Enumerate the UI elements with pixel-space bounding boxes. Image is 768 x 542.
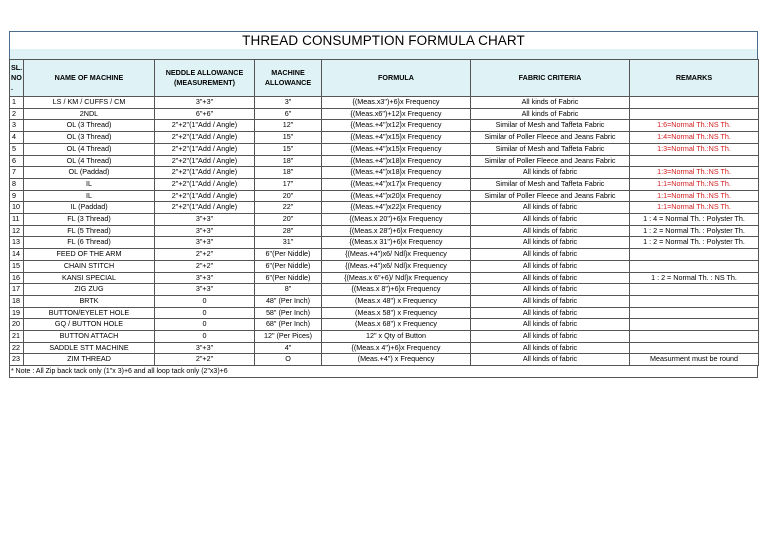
remarks-cell: 1:3=Normal Th.:NS Th. (630, 143, 759, 155)
fabric-criteria-cell: Similar of Mesh and Taffeta Fabric (471, 143, 630, 155)
machine-allowance-cell: 15" (255, 143, 322, 155)
needle-allowance-cell: 2"+2" (155, 260, 255, 272)
sl-cell: 23 (10, 354, 24, 366)
fabric-criteria-cell: All kinds of Fabric (471, 97, 630, 109)
formula-cell: {(Meas.+4")x18}x Frequency (322, 155, 471, 167)
formula-cell: {(Meas.+4")x15}x Frequency (322, 143, 471, 155)
machine-allowance-cell: 31" (255, 237, 322, 249)
header-row (10, 60, 759, 97)
remarks-cell: 1:3=Normal Th.:NS Th. (630, 167, 759, 179)
formula-cell: (Meas.+4") x Frequency (322, 354, 471, 366)
remarks-cell (630, 331, 759, 343)
table-row (10, 284, 759, 296)
header-machine-line2: ALLOWANCE (264, 78, 312, 87)
header-needle-line2: (MEASUREMENT) (173, 78, 236, 87)
sl-cell: 7 (10, 167, 24, 179)
table-row (10, 354, 759, 366)
sl-cell: 21 (10, 331, 24, 343)
machine-name-cell: 2NDL (24, 108, 155, 120)
needle-allowance-cell: 2"+2"(1"Add / Angle) (155, 155, 255, 167)
machine-name-cell: OL (4 Thread) (24, 143, 155, 155)
sl-cell: 2 (10, 108, 24, 120)
remarks-cell: 1:6=Normal Th.:NS Th. (630, 120, 759, 132)
fabric-criteria-cell: All kinds of fabric (471, 167, 630, 179)
remarks-cell: Measurment must be round (630, 354, 759, 366)
title-spacer (9, 49, 758, 59)
fabric-criteria-cell: Similar of Mesh and Taffeta Fabric (471, 178, 630, 190)
fabric-criteria-cell: Similar of Poller Fleece and Jeans Fabric (471, 155, 630, 167)
machine-allowance-cell: 4" (255, 342, 322, 354)
sl-cell: 10 (10, 202, 24, 214)
machine-allowance-cell: 8" (255, 284, 322, 296)
remarks-cell (630, 155, 759, 167)
remarks-cell: 1 : 2 = Normal Th. : Polyster Th. (630, 225, 759, 237)
machine-name-cell: BUTTON ATTACH (24, 331, 155, 343)
formula-cell: {(Meas.x6")+12}x Frequency (322, 108, 471, 120)
fabric-criteria-cell: All kinds of fabric (471, 237, 630, 249)
table-row (10, 331, 759, 343)
machine-name-cell: FL (6 Thread) (24, 237, 155, 249)
remarks-cell: 1:4=Normal Th.:NS Th. (630, 132, 759, 144)
needle-allowance-cell: 2"+2" (155, 354, 255, 366)
table-row (10, 120, 759, 132)
sl-cell: 4 (10, 132, 24, 144)
machine-name-cell: BRTK (24, 295, 155, 307)
remarks-cell (630, 108, 759, 120)
formula-table (9, 59, 759, 366)
remarks-cell: 1:1=Normal Th.:NS Th. (630, 178, 759, 190)
needle-allowance-cell: 2"+2"(1"Add / Angle) (155, 178, 255, 190)
header-sl-line2: NO (11, 73, 22, 82)
table-row (10, 190, 759, 202)
formula-cell: {(Meas.+4")x17}x Frequency (322, 178, 471, 190)
machine-name-cell: IL (24, 178, 155, 190)
sl-cell: 13 (10, 237, 24, 249)
machine-name-cell: OL (3 Thread) (24, 120, 155, 132)
machine-allowance-cell: 12" (Per Pices) (255, 331, 322, 343)
table-row (10, 97, 759, 109)
sl-cell: 9 (10, 190, 24, 202)
machine-allowance-cell: 6"(Per Niddle) (255, 249, 322, 261)
header-fabric-criteria: FABRIC CRITERIA (471, 60, 630, 97)
sl-cell: 1 (10, 97, 24, 109)
sl-cell: 15 (10, 260, 24, 272)
table-row (10, 108, 759, 120)
fabric-criteria-cell: All kinds of fabric (471, 331, 630, 343)
sl-cell: 3 (10, 120, 24, 132)
remarks-cell (630, 342, 759, 354)
fabric-criteria-cell: Similar of Poller Fleece and Jeans Fabric (471, 132, 630, 144)
machine-name-cell: BUTTON/EYELET HOLE (24, 307, 155, 319)
formula-cell: {(Meas.x 6"+6)/ Ndl}x Frequency (322, 272, 471, 284)
remarks-cell (630, 284, 759, 296)
sl-cell: 20 (10, 319, 24, 331)
fabric-criteria-cell: All kinds of fabric (471, 249, 630, 261)
sl-cell: 14 (10, 249, 24, 261)
header-sl-line1: SL. (11, 63, 23, 72)
formula-cell: {(Meas.+4")x12}x Frequency (322, 120, 471, 132)
fabric-criteria-cell: All kinds of fabric (471, 260, 630, 272)
header-machine-line1: MACHINE (271, 68, 305, 77)
needle-allowance-cell: 3"+3" (155, 97, 255, 109)
machine-allowance-cell: 58" (Per Inch) (255, 307, 322, 319)
header-needle-allowance (155, 60, 255, 97)
machine-allowance-cell: 6"(Per Niddle) (255, 272, 322, 284)
header-sl-line3: . (11, 83, 13, 92)
table-row (10, 167, 759, 179)
header-needle-line1: NEDDLE ALLOWANCE (165, 68, 244, 77)
formula-cell: {(Meas.x3")+6}x Frequency (322, 97, 471, 109)
table-row (10, 214, 759, 226)
remarks-cell (630, 97, 759, 109)
remarks-cell: 1 : 2 = Normal Th. : Polyster Th. (630, 237, 759, 249)
machine-name-cell: GQ / BUTTON HOLE (24, 319, 155, 331)
table-row (10, 225, 759, 237)
needle-allowance-cell: 2"+2"(1"Add / Angle) (155, 167, 255, 179)
machine-name-cell: IL (Paddad) (24, 202, 155, 214)
needle-allowance-cell: 0 (155, 295, 255, 307)
remarks-cell: 1 : 4 = Normal Th. : Polyster Th. (630, 214, 759, 226)
formula-cell: (Meas.x 58") x Frequency (322, 307, 471, 319)
needle-allowance-cell: 0 (155, 331, 255, 343)
machine-allowance-cell: 15" (255, 132, 322, 144)
needle-allowance-cell: 3"+3" (155, 237, 255, 249)
formula-cell: {(Meas.+4")x20}x Frequency (322, 190, 471, 202)
fabric-criteria-cell: All kinds of fabric (471, 307, 630, 319)
fabric-criteria-cell: Similar of Poller Fleece and Jeans Fabric (471, 190, 630, 202)
needle-allowance-cell: 3"+3" (155, 342, 255, 354)
machine-allowance-cell: 28" (255, 225, 322, 237)
header-formula: FORMULA (322, 60, 471, 97)
chart-title: THREAD CONSUMPTION FORMULA CHART (9, 31, 758, 49)
fabric-criteria-cell: All kinds of fabric (471, 342, 630, 354)
table-row (10, 178, 759, 190)
table-row (10, 202, 759, 214)
formula-cell: 12" x Qty of Button (322, 331, 471, 343)
table-row (10, 237, 759, 249)
fabric-criteria-cell: All kinds of fabric (471, 319, 630, 331)
needle-allowance-cell: 0 (155, 307, 255, 319)
needle-allowance-cell: 2"+2"(1"Add / Angle) (155, 120, 255, 132)
machine-name-cell: ZIM THREAD (24, 354, 155, 366)
machine-name-cell: FEED OF THE ARM (24, 249, 155, 261)
machine-name-cell: KANSI SPECIAL (24, 272, 155, 284)
formula-cell: {(Meas.+4")x6/ Ndl}x Frequency (322, 260, 471, 272)
fabric-criteria-cell: All kinds of Fabric (471, 108, 630, 120)
remarks-cell (630, 249, 759, 261)
remarks-cell (630, 260, 759, 272)
table-row (10, 155, 759, 167)
machine-allowance-cell: 17" (255, 178, 322, 190)
machine-allowance-cell: 68" (Per Inch) (255, 319, 322, 331)
machine-name-cell: LS / KM / CUFFS / CM (24, 97, 155, 109)
needle-allowance-cell: 2"+2"(1"Add / Angle) (155, 190, 255, 202)
table-row (10, 319, 759, 331)
formula-cell: {(Meas.x 4")+6}x Frequency (322, 342, 471, 354)
header-machine-name: NAME OF MACHINE (24, 60, 155, 97)
table-row (10, 295, 759, 307)
header-remarks: REMARKS (630, 60, 759, 97)
needle-allowance-cell: 2"+2"(1"Add / Angle) (155, 143, 255, 155)
formula-cell: (Meas.x 48") x Frequency (322, 295, 471, 307)
machine-name-cell: ZIG ZUG (24, 284, 155, 296)
formula-cell: (Meas.x 68") x Frequency (322, 319, 471, 331)
machine-name-cell: OL (Paddad) (24, 167, 155, 179)
machine-allowance-cell: 48" (Per Inch) (255, 295, 322, 307)
table-row (10, 249, 759, 261)
fabric-criteria-cell: Similar of Mesh and Taffeta Fabric (471, 120, 630, 132)
remarks-cell: 1:1=Normal Th.:NS Th. (630, 190, 759, 202)
machine-name-cell: SADDLE STT MACHINE (24, 342, 155, 354)
needle-allowance-cell: 6"+6" (155, 108, 255, 120)
sl-cell: 11 (10, 214, 24, 226)
formula-cell: {(Meas.x 8")+6}x Frequency (322, 284, 471, 296)
header-sl (10, 60, 24, 97)
machine-allowance-cell: 6" (255, 108, 322, 120)
machine-name-cell: OL (3 Thread) (24, 132, 155, 144)
fabric-criteria-cell: All kinds of fabric (471, 295, 630, 307)
needle-allowance-cell: 3"+3" (155, 284, 255, 296)
table-row (10, 132, 759, 144)
machine-allowance-cell: 3" (255, 97, 322, 109)
table-row (10, 342, 759, 354)
machine-allowance-cell: 12" (255, 120, 322, 132)
formula-cell: {(Meas.x 28")+6}x Frequency (322, 225, 471, 237)
fabric-criteria-cell: All kinds of fabric (471, 214, 630, 226)
sl-cell: 17 (10, 284, 24, 296)
fabric-criteria-cell: All kinds of fabric (471, 354, 630, 366)
machine-name-cell: FL (5 Thread) (24, 225, 155, 237)
machine-name-cell: FL (3 Thread) (24, 214, 155, 226)
needle-allowance-cell: 2"+2"(1"Add / Angle) (155, 202, 255, 214)
machine-allowance-cell: 22" (255, 202, 322, 214)
machine-name-cell: OL (4 Thread) (24, 155, 155, 167)
remarks-cell: 1:1=Normal Th.:NS Th. (630, 202, 759, 214)
table-row (10, 272, 759, 284)
machine-allowance-cell: 18" (255, 167, 322, 179)
needle-allowance-cell: 2"+2"(1"Add / Angle) (155, 132, 255, 144)
formula-cell: {(Meas.+4")x15}x Frequency (322, 132, 471, 144)
footnote: * Note : All Zip back tack only (1"x 3)+6 and all loop tack only (2"x3)+6 (9, 366, 758, 378)
machine-allowance-cell: 6"(Per Niddle) (255, 260, 322, 272)
formula-cell: {(Meas.+4")x6/ Ndl}x Frequency (322, 249, 471, 261)
sl-cell: 18 (10, 295, 24, 307)
remarks-cell (630, 319, 759, 331)
sl-cell: 22 (10, 342, 24, 354)
formula-cell: {(Meas.x 20")+6}x Frequency (322, 214, 471, 226)
sl-cell: 8 (10, 178, 24, 190)
formula-cell: {(Meas.+4")x18}x Frequency (322, 167, 471, 179)
table-row (10, 307, 759, 319)
table-body (10, 97, 759, 366)
remarks-cell (630, 295, 759, 307)
fabric-criteria-cell: All kinds of fabric (471, 202, 630, 214)
needle-allowance-cell: 2"+2" (155, 249, 255, 261)
formula-chart-sheet (9, 31, 758, 378)
remarks-cell (630, 307, 759, 319)
sl-cell: 16 (10, 272, 24, 284)
header-machine-allowance (255, 60, 322, 97)
formula-cell: {(Meas.+4")x22}x Frequency (322, 202, 471, 214)
sl-cell: 19 (10, 307, 24, 319)
remarks-cell: 1 : 2 = Normal Th. : NS Th. (630, 272, 759, 284)
machine-name-cell: CHAIN STITCH (24, 260, 155, 272)
fabric-criteria-cell: All kinds of fabric (471, 225, 630, 237)
fabric-criteria-cell: All kinds of fabric (471, 284, 630, 296)
sl-cell: 6 (10, 155, 24, 167)
machine-allowance-cell: O (255, 354, 322, 366)
formula-cell: {(Meas.x 31")+6}x Frequency (322, 237, 471, 249)
machine-allowance-cell: 18" (255, 155, 322, 167)
sl-cell: 12 (10, 225, 24, 237)
needle-allowance-cell: 3"+3" (155, 214, 255, 226)
machine-name-cell: IL (24, 190, 155, 202)
machine-allowance-cell: 20" (255, 190, 322, 202)
fabric-criteria-cell: All kinds of fabric (471, 272, 630, 284)
needle-allowance-cell: 3"+3" (155, 225, 255, 237)
machine-allowance-cell: 20" (255, 214, 322, 226)
needle-allowance-cell: 0 (155, 319, 255, 331)
table-row (10, 143, 759, 155)
table-row (10, 260, 759, 272)
needle-allowance-cell: 3"+3" (155, 272, 255, 284)
sl-cell: 5 (10, 143, 24, 155)
